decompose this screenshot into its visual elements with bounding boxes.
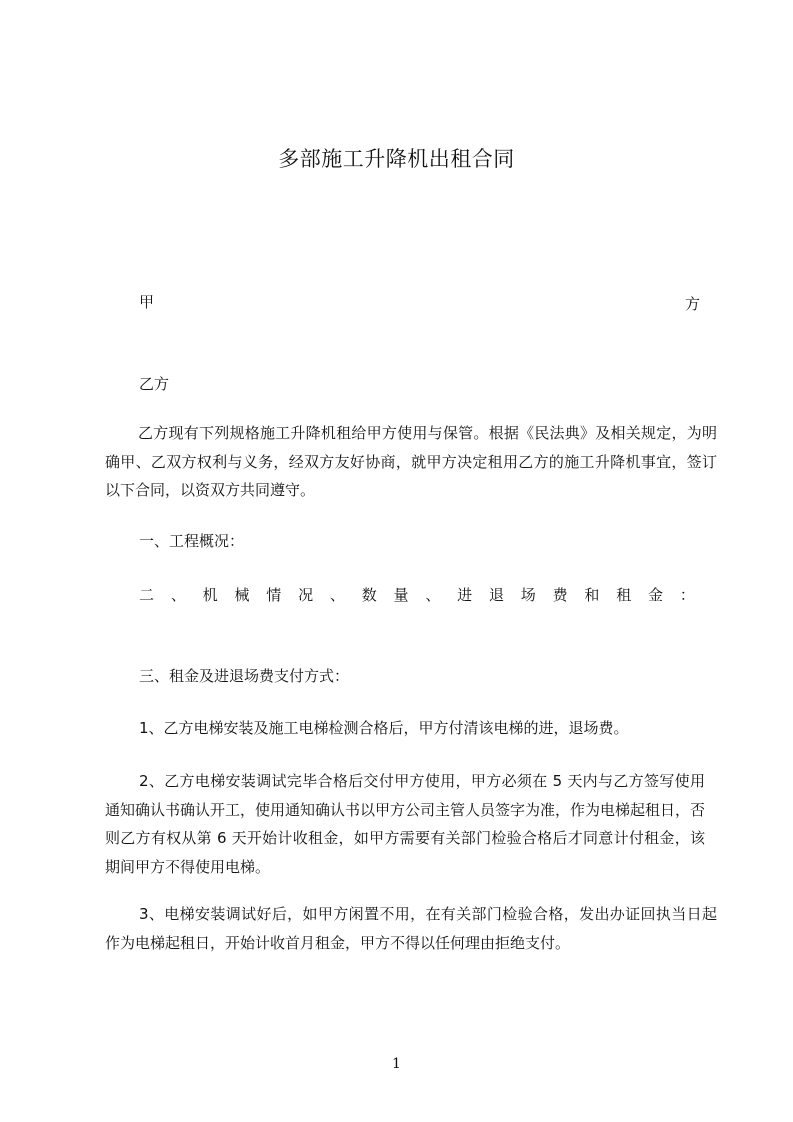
document-title: 多部施工升降机出租合同 xyxy=(278,147,515,171)
intro-paragraph xyxy=(105,419,717,505)
party-a-label-second-char: 方 xyxy=(685,295,701,313)
page-number: 1 xyxy=(392,1056,401,1072)
section-heading-project-overview: 一、工程概况： xyxy=(139,532,245,550)
section-heading-machinery-char: 二 xyxy=(139,586,155,604)
section-heading-machinery-char: 情 xyxy=(266,586,282,604)
section-heading-machinery-char: 和 xyxy=(584,586,600,604)
section-heading-payment-method: 三、租金及进退场费支付方式： xyxy=(139,667,350,685)
intro-text: 乙方现有下列规格施工升降机租给甲方使用与保管。根据《民法典》及相关规定，为明确甲、乙双方权利与义务，经双方友好协商，就甲方决定租用乙方的施工升降机事宜，签订以下合同，以资双方共同遵守。 xyxy=(105,424,717,499)
section-heading-machinery-char: 租 xyxy=(616,586,632,604)
clause-1: 1、乙方电梯安装及施工电梯检测合格后，甲方付清该电梯的进，退场费。 xyxy=(139,719,629,737)
party-b-label: 乙方 xyxy=(139,375,170,393)
section-heading-machinery-char: 金 xyxy=(648,586,664,604)
clause-2: 2、乙方电梯安装调试完毕合格后交付甲方使用，甲方必须在 5 天内与乙方签写使用通知确认书确认开工，使用通知确认书以甲方公司主管人员签字为准，作为电梯起租日，否则乙方有权从第 6 天开始计收租金，如甲方需要有关部门检验合格后才同意计付租金，该期间甲方不得使用电梯。 xyxy=(105,772,706,876)
section-heading-machinery-char: 、 xyxy=(425,586,441,604)
section-heading-machinery-char: 量 xyxy=(393,586,409,604)
section-heading-machinery-char: 、 xyxy=(170,586,186,604)
section-heading-machinery-char: 机 xyxy=(202,586,218,604)
clause-3: 3、电梯安装调试好后，如甲方闲置不用，在有关部门检验合格，发出办证回执当日起作为电梯起租日，开始计收首月租金，甲方不得以任何理由拒绝支付。 xyxy=(105,905,717,952)
section-heading-machinery-char: 进 xyxy=(457,586,473,604)
section-heading-machinery-char: 费 xyxy=(552,586,568,604)
section-heading-machinery-char: 场 xyxy=(520,586,536,604)
section-heading-machinery-char: 况 xyxy=(298,586,314,604)
section-heading-machinery-char: 、 xyxy=(329,586,345,604)
section-heading-machinery-char: 退 xyxy=(488,586,504,604)
section-heading-machinery-char: 数 xyxy=(361,586,377,604)
section-heading-machinery-char: ： xyxy=(679,586,695,604)
section-heading-machinery-char: 械 xyxy=(234,586,250,604)
section-heading-machinery xyxy=(139,583,695,607)
party-a-label-first-char: 甲 xyxy=(139,293,155,311)
